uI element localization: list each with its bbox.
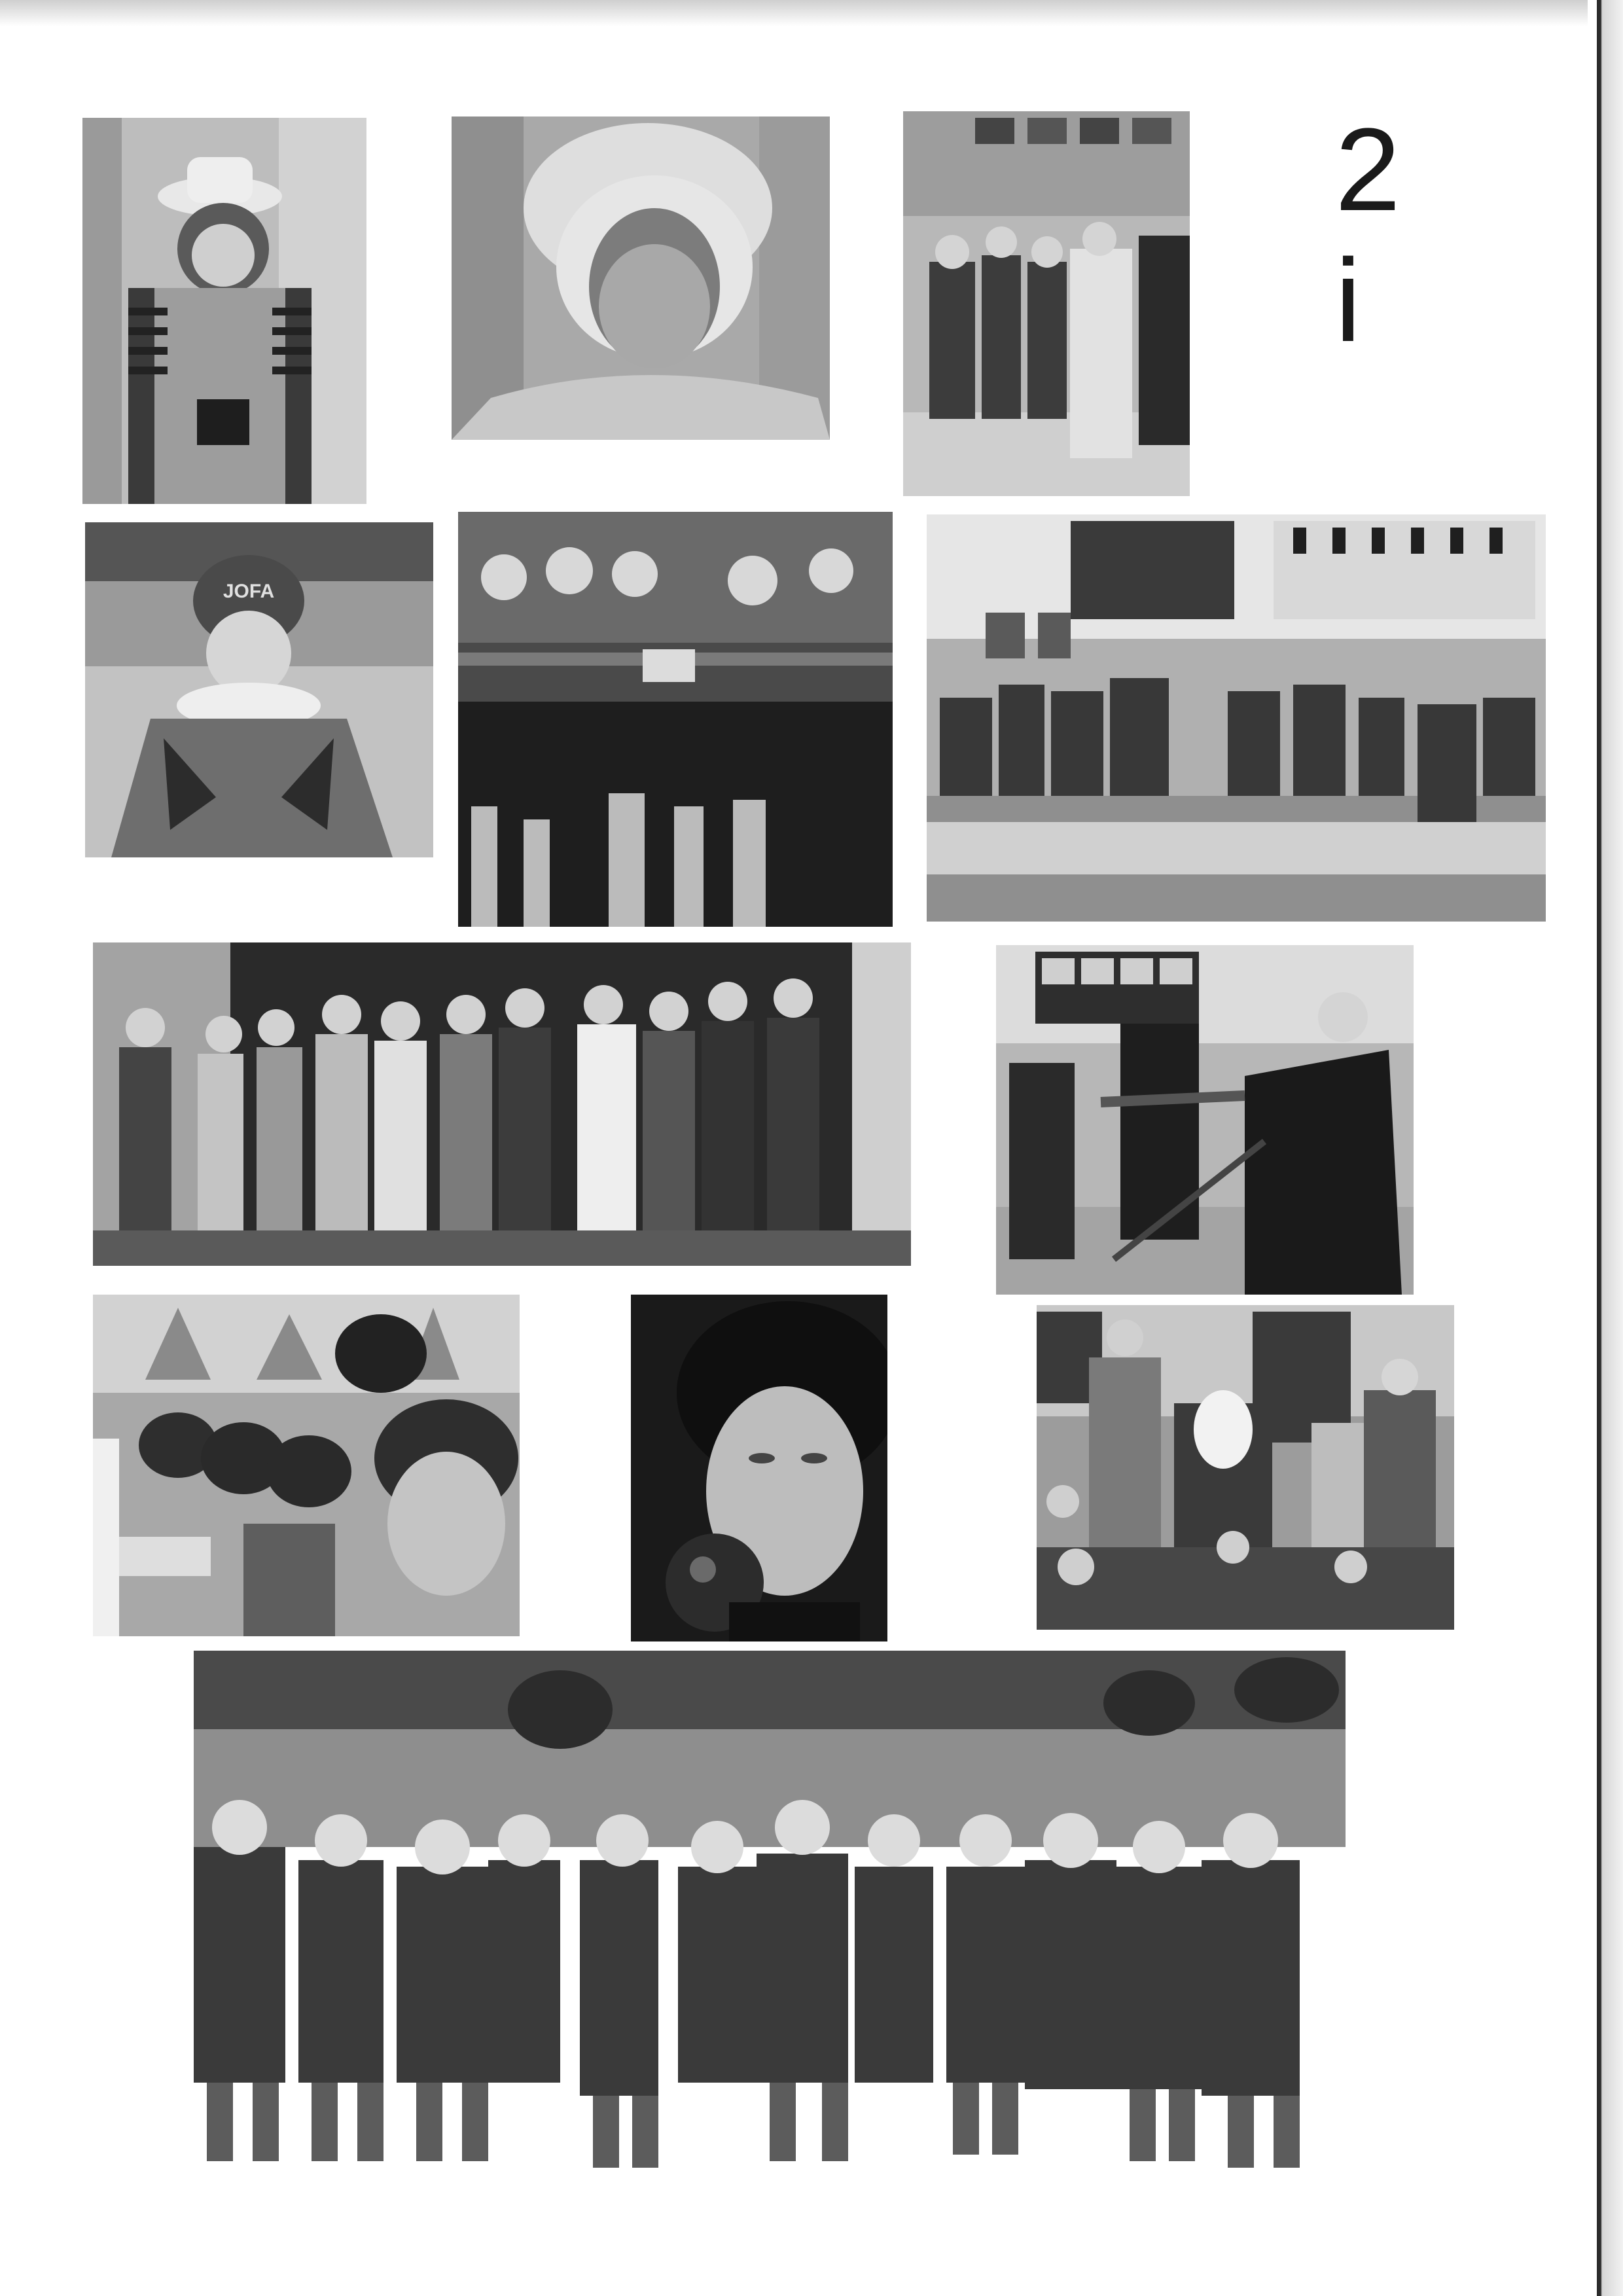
photo-clown-costume	[82, 118, 366, 504]
photo-boy-red-nose	[631, 1295, 887, 1641]
photo-ice-skating-group	[194, 1651, 1346, 2200]
scan-top-shadow	[0, 0, 1588, 26]
helmet-text: JOFA	[223, 581, 275, 602]
page-number: 2 i	[1335, 104, 1414, 367]
photo-flower-face-cutout	[452, 117, 830, 440]
photo-sword-play	[996, 945, 1414, 1295]
photo-costume-group-girls	[903, 111, 1190, 496]
photo-skating-helmet-child	[85, 522, 433, 857]
photo-halloween-classroom	[927, 514, 1546, 922]
scan-binding-edge	[1588, 0, 1623, 2296]
photo-international-costume-stage	[93, 942, 911, 1266]
photo-santa-visit	[1037, 1305, 1454, 1630]
photo-computer-class	[93, 1295, 520, 1636]
photo-puppet-show	[458, 512, 893, 927]
